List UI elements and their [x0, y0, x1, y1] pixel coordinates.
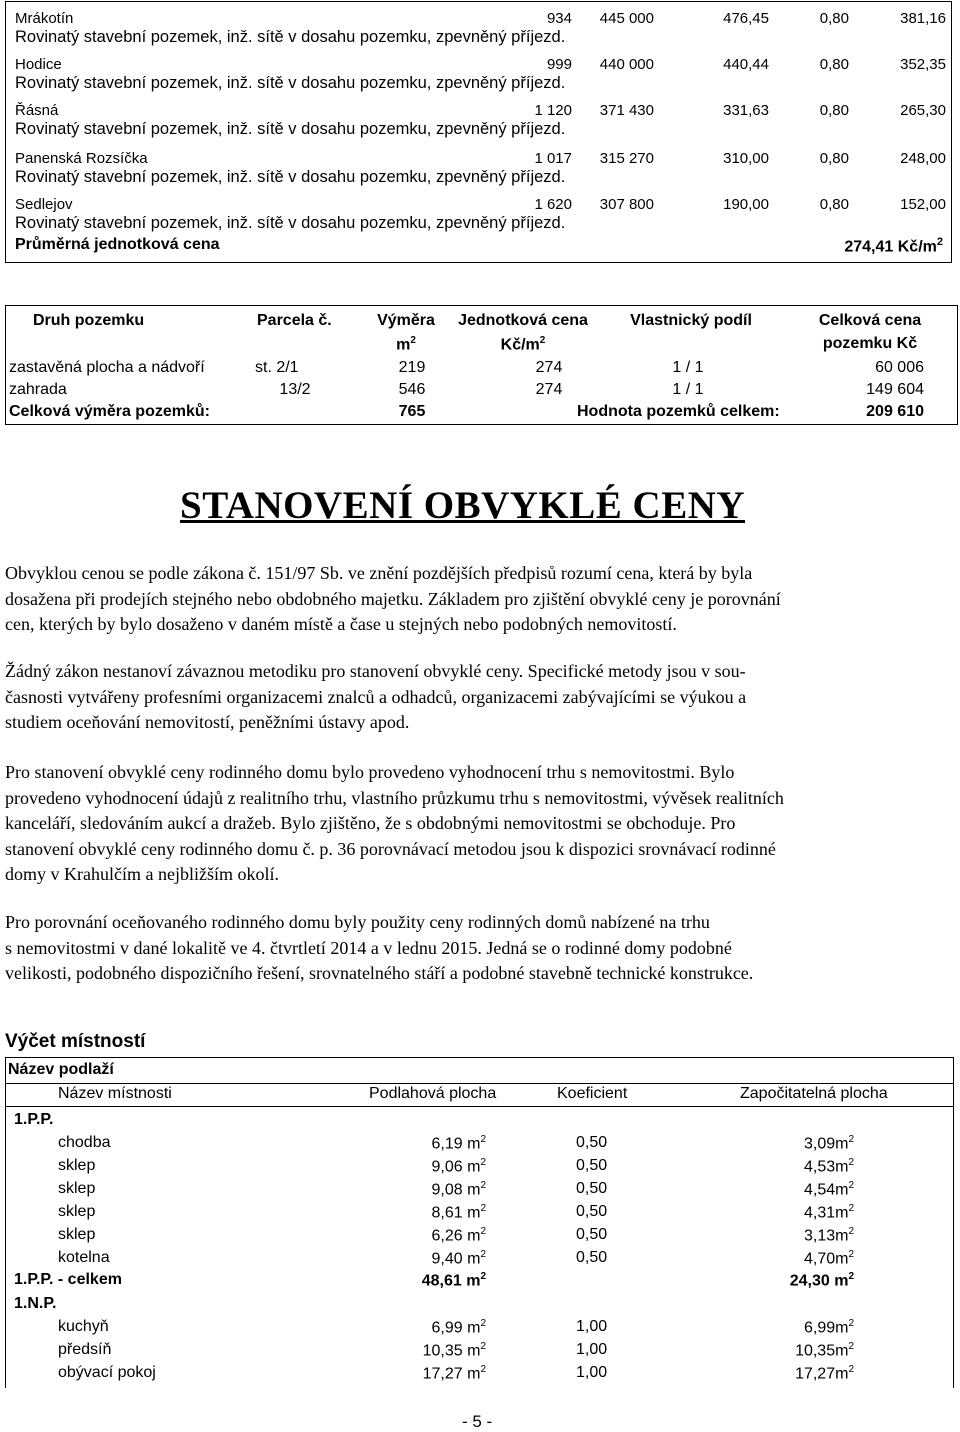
comparable-lands-table — [5, 1, 952, 263]
land-row-share: 1 / 1 — [672, 359, 704, 376]
room-counted-area: $4,31m^2$ — [803, 1203, 854, 1222]
comparable-area: 1 620 — [534, 196, 572, 213]
land-row-type: zahrada — [9, 381, 67, 398]
comparable-name: Panenská Rozsíčka — [15, 150, 148, 167]
comparable-description: Rovinatý stavební pozemek, inž. sítě v dosahu pozemku, zpevněný příjezd. — [15, 214, 566, 232]
land-row-parcel: st. 2/1 — [255, 359, 299, 376]
room-counted-area: $3,13m^2$ — [803, 1226, 854, 1245]
room-name: kotelna — [58, 1249, 110, 1266]
room-name: sklep — [58, 1226, 96, 1243]
room-name: sklep — [58, 1203, 96, 1220]
paragraph-line: velikosti, podobného dispozičního řešení, srovnatelného stáří a podobné stavebně technické konstrukce. — [5, 963, 754, 983]
header-parcel: Parcela č. — [257, 312, 332, 329]
comparable-base-unit-price: 310,00 — [723, 150, 769, 167]
comparable-price: 371 430 — [599, 102, 654, 119]
divider — [6, 1106, 953, 1107]
comparable-description: Rovinatý stavební pozemek, inž. sítě v dosahu pozemku, zpevněný příjezd. — [15, 74, 566, 92]
header-area: Výměra — [377, 312, 435, 329]
room-floor-area: 9,08 $m^2$ — [431, 1180, 486, 1199]
total-area-value: 765 — [398, 403, 426, 420]
land-row-type: zastavěná plocha a nádvoří — [9, 359, 205, 376]
room-coefficient: 0,50 — [576, 1134, 608, 1151]
header-room-name: Název místnosti — [58, 1085, 172, 1102]
room-coefficient: 0,50 — [576, 1157, 608, 1174]
paragraph — [5, 760, 940, 888]
comparable-coefficient: 0,80 — [819, 196, 849, 213]
section-title: STANOVENÍ OBVYKLÉ CENY — [180, 484, 746, 527]
comparable-unit-price: 381,16 — [900, 10, 946, 27]
rooms-table — [5, 1057, 954, 1388]
room-counted-area: $3,09m^2$ — [803, 1134, 854, 1153]
room-floor-area: 9,40 $m^2$ — [431, 1249, 486, 1268]
room-coefficient: 1,00 — [576, 1364, 608, 1381]
header-coefficient: Koeficient — [557, 1085, 628, 1102]
paragraph-line: provedeno vyhodnocení údajů z realitního trhu, vlastního průzkumu trhu s nemovitostmi, vývěsek realitních — [5, 787, 784, 808]
room-name: předsíň — [58, 1341, 112, 1358]
room-name: obývací pokoj — [58, 1364, 156, 1381]
room-name: sklep — [58, 1180, 96, 1197]
land-row-area: 219 — [398, 359, 426, 376]
comparable-item — [15, 142, 945, 188]
comparable-coefficient: 0,80 — [819, 102, 849, 119]
room-name: chodba — [58, 1134, 111, 1151]
paragraph-line: Žádný zákon nestanoví závaznou metodiku pro stanovení obvyklé ceny. Specifické metody jsou v sou- — [5, 661, 746, 681]
paragraph-line: domy v Krahulčím a nejbližším okolí. — [5, 864, 279, 884]
header-counted-area: Započitatelná plocha — [740, 1085, 888, 1102]
header-total-price-unit: pozemku Kč — [822, 335, 918, 352]
room-coefficient: 1,00 — [576, 1341, 608, 1358]
header-floor-name: Název podlaží — [8, 1061, 114, 1078]
comparable-name: Řásná — [15, 102, 59, 119]
divider — [6, 1083, 953, 1084]
paragraph — [5, 659, 940, 736]
floor-name: 1.P.P. — [14, 1111, 54, 1128]
comparable-price: 307 800 — [599, 196, 654, 213]
comparable-item — [15, 2, 945, 48]
comparable-coefficient: 0,80 — [819, 10, 849, 27]
paragraph-line: časnosti vytvářeny profesními organizacemi znalců a odhadců, organizacemi zabývajícími se výukou a — [5, 686, 747, 707]
comparable-area: 1 120 — [534, 102, 572, 119]
comparable-item — [15, 48, 945, 94]
room-floor-area: 9,06 $m^2$ — [431, 1157, 486, 1176]
header-area-unit: $m^2$ — [396, 335, 416, 354]
comparable-item — [15, 188, 945, 234]
land-row-total: 60 006 — [875, 359, 924, 376]
floor-total-counted: 24,30 $m^2$ — [789, 1271, 854, 1290]
comparable-area: 934 — [546, 10, 572, 27]
comparable-base-unit-price: 476,45 — [723, 10, 769, 27]
comparable-description: Rovinatý stavební pozemek, inž. sítě v dosahu pozemku, zpevněný příjezd. — [15, 28, 566, 46]
header-floor-area: Podlahová plocha — [369, 1085, 497, 1102]
total-value-label: Hodnota pozemků celkem: — [577, 403, 780, 420]
comparable-name: Sedlejov — [15, 196, 73, 213]
comparable-unit-price: 352,35 — [900, 56, 946, 73]
comparable-base-unit-price: 331,63 — [723, 102, 769, 119]
paragraph — [5, 910, 940, 987]
room-counted-area: $4,53m^2$ — [803, 1157, 854, 1176]
comparable-area: 999 — [546, 56, 572, 73]
paragraph — [5, 561, 940, 638]
paragraph-line: Pro stanovení obvyklé ceny rodinného domu bylo provedeno vyhodnocení trhu s nemovitostmi. Bylo — [5, 762, 735, 782]
room-name: kuchyň — [58, 1318, 109, 1335]
room-floor-area: 6,99 $m^2$ — [431, 1318, 486, 1337]
paragraph-line: stanovení obvyklé ceny rodinného domu č. p. 36 porovnávací metodou jsou k dispozici srovnávací rodinné — [5, 838, 776, 859]
comparable-item — [15, 94, 945, 140]
land-row-share: 1 / 1 — [672, 381, 704, 398]
room-floor-area: 17,27 $m^2$ — [422, 1364, 486, 1383]
room-coefficient: 0,50 — [576, 1249, 608, 1266]
comparable-name: Hodice — [15, 56, 62, 73]
paragraph-line: cen, kterých by bylo dosaženo v daném místě a čase u stejných nebo podobných nemovitostí. — [5, 614, 677, 634]
room-floor-area: 6,26 $m^2$ — [431, 1226, 486, 1245]
paragraph-line: kanceláří, sledováním aukcí a dražeb. Bylo zjištěno, že s obdobnými nemovitostmi se obchoduje. Pro — [5, 813, 736, 833]
average-unit-price-value: 274,41 $Kč/m^2$ — [844, 236, 943, 256]
land-valuation-table — [5, 305, 958, 425]
comparable-base-unit-price: 190,00 — [723, 196, 769, 213]
room-name: sklep — [58, 1157, 96, 1174]
paragraph-line: s nemovitostmi v dané lokalitě ve 4. čtvrtletí 2014 a v lednu 2015. Jedná se o rodinné domy podobné — [5, 937, 732, 958]
comparable-unit-price: 152,00 — [900, 196, 946, 213]
comparable-price: 315 270 — [599, 150, 654, 167]
room-floor-area: 8,61 $m^2$ — [431, 1203, 486, 1222]
comparable-name: Mrákotín — [15, 10, 74, 27]
room-counted-area: $17,27m^2$ — [795, 1364, 854, 1383]
header-unit-price: Jednotková cena — [458, 312, 588, 329]
comparable-description: Rovinatý stavební pozemek, inž. sítě v dosahu pozemku, zpevněný příjezd. — [15, 120, 566, 138]
comparable-unit-price: 248,00 — [900, 150, 946, 167]
land-row-area: 546 — [398, 381, 426, 398]
room-coefficient: 0,50 — [576, 1226, 608, 1243]
header-total-price: Celková cena — [818, 312, 922, 329]
page-number: - 5 - — [462, 1412, 493, 1431]
room-counted-area: $4,70m^2$ — [803, 1249, 854, 1268]
comparable-base-unit-price: 440,44 — [723, 56, 769, 73]
floor-name: 1.N.P. — [14, 1295, 57, 1312]
land-row-unit-price: 274 — [535, 381, 563, 398]
comparable-coefficient: 0,80 — [819, 56, 849, 73]
paragraph-line: Pro porovnání oceňovaného rodinného domu byly použity ceny rodinných domů nabízené na trhu — [5, 912, 710, 932]
paragraph-line: studiem oceňování nemovitostí, peněžními ústavy apod. — [5, 712, 410, 732]
room-counted-area: $4,54m^2$ — [803, 1180, 854, 1199]
room-counted-area: $6,99m^2$ — [803, 1318, 854, 1337]
comparable-price: 440 000 — [599, 56, 654, 73]
floor-total-label: 1.P.P. - celkem — [14, 1271, 122, 1288]
header-ownership-share: Vlastnický podíl — [630, 312, 752, 329]
floor-total-area: 48,61 $m^2$ — [421, 1271, 486, 1290]
paragraph-line: Obvyklou cenou se podle zákona č. 151/97 Sb. ve znění pozdějších předpisů rozumí cena, která by byla — [5, 563, 753, 583]
header-land-type: Druh pozemku — [33, 312, 145, 329]
room-floor-area: 10,35 $m^2$ — [422, 1341, 486, 1360]
average-unit-price-label: Průměrná jednotková cena — [15, 236, 220, 253]
room-counted-area: $10,35m^2$ — [795, 1341, 854, 1360]
total-area-label: Celková výměra pozemků: — [9, 403, 210, 420]
comparable-coefficient: 0,80 — [819, 150, 849, 167]
room-coefficient: 0,50 — [576, 1180, 608, 1197]
total-value-amount: 209 610 — [866, 403, 924, 420]
header-unit-price-unit: $Kč/m^2$ — [500, 335, 546, 354]
rooms-list-title: Výčet místností — [5, 1031, 146, 1052]
comparable-price: 445 000 — [599, 10, 654, 27]
comparable-description: Rovinatý stavební pozemek, inž. sítě v dosahu pozemku, zpevněný příjezd. — [15, 168, 566, 186]
land-row-unit-price: 274 — [535, 359, 563, 376]
comparable-unit-price: 265,30 — [900, 102, 946, 119]
land-row-total: 149 604 — [866, 381, 924, 398]
room-floor-area: 6,19 $m^2$ — [431, 1134, 486, 1153]
paragraph-line: dosažena při prodejích stejného nebo obdobného majetku. Základem pro zjištění obvyklé ceny je porovnání — [5, 588, 781, 609]
land-row-parcel: 13/2 — [279, 381, 311, 398]
room-coefficient: 1,00 — [576, 1318, 608, 1335]
room-coefficient: 0,50 — [576, 1203, 608, 1220]
comparable-area: 1 017 — [534, 150, 572, 167]
